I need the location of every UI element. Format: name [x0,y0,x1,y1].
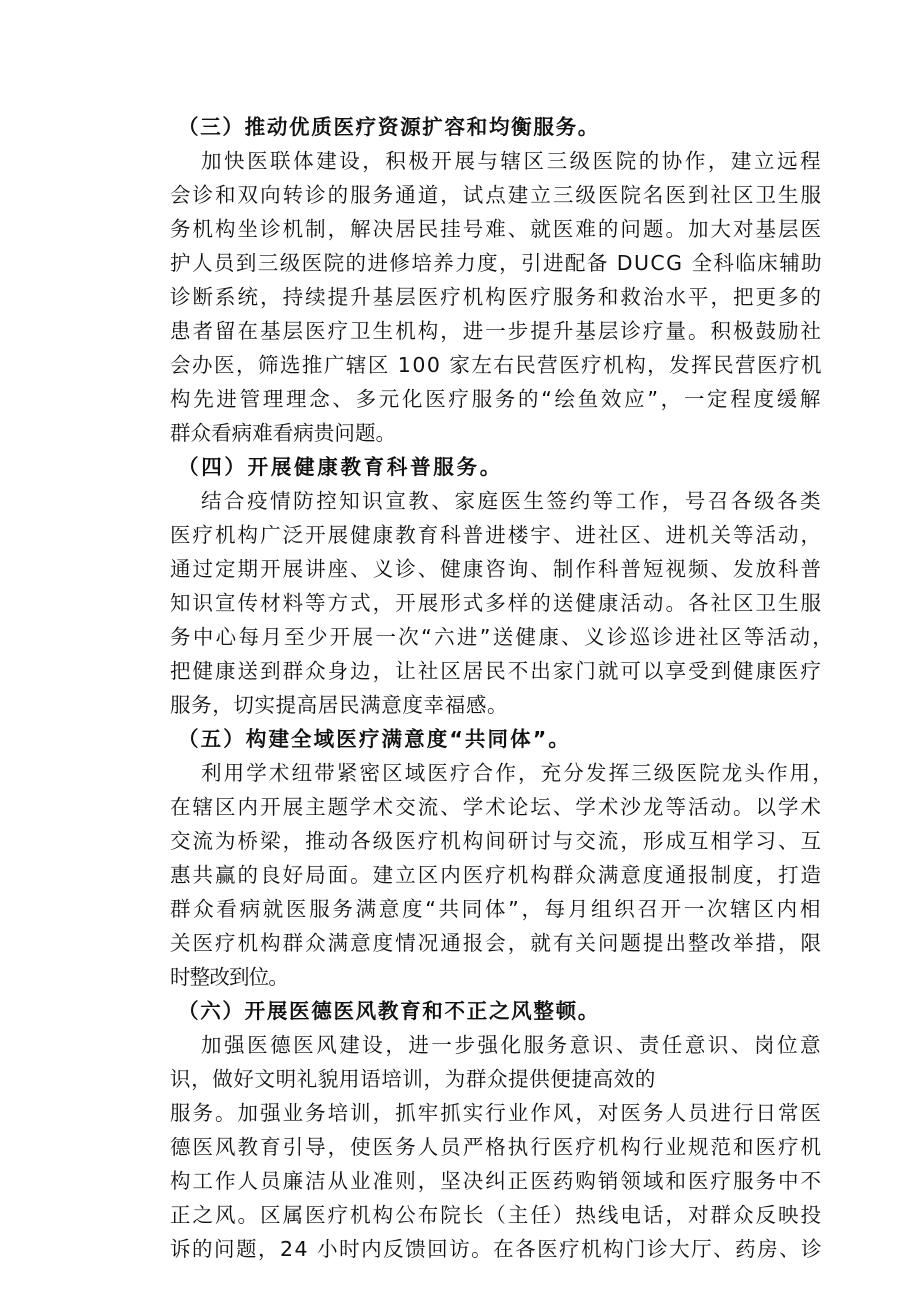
paragraph-line: 会诊和双向转诊的服务通道，试点建立三级医院名医到社区卫生服 [170,183,824,207]
paragraph-line: 加快医联体建设，积极开展与辖区三级医院的协作，建立远程 [201,149,824,173]
paragraph-line: 医疗机构广泛开展健康教育科普进楼宇、进社区、进机关等活动， [170,523,824,547]
paragraph-line: 加强医德医风建设，进一步强化服务意识、责任意识、岗位意 [201,1033,824,1057]
paragraph-line: 把健康送到群众身边，让社区居民不出家门就可以享受到健康医疗 [170,659,824,683]
paragraph-line: 交流为桥梁，推动各级医疗机构间研讨与交流，形成互相学习、互 [170,829,824,853]
paragraph-line: 诊断系统，持续提升基层医疗机构医疗服务和救治水平，把更多的 [170,285,824,309]
paragraph-line: 构工作人员廉洁从业准则，坚决纠正医药购销领域和医疗服务中不 [170,1169,824,1193]
paragraph-line: 德医风教育引导，使医务人员严格执行医疗机构行业规范和医疗机 [170,1135,824,1159]
paragraph-line: 务机构坐诊机制，解决居民挂号难、就医难的问题。加大对基层医 [170,217,824,241]
paragraph-line: 护人员到三级医院的进修培养力度，引进配备 DUCG 全科临床辅助 [170,251,824,275]
paragraph-line: 关医疗机构群众满意度情况通报会，就有关问题提出整改举措，限 [170,931,824,955]
paragraph-line: 患者留在基层医疗卫生机构，进一步提升基层诊疗量。积极鼓励社 [170,319,824,343]
paragraph-line: 在辖区内开展主题学术交流、学术论坛、学术沙龙等活动。以学术 [170,795,824,819]
paragraph-line: 识，做好文明礼貌用语培训，为群众提供便捷高效的 [170,1067,656,1091]
section-heading-5: （五）构建全域医疗满意度“共同体”。 [178,727,571,751]
section-heading-3: （三）推动优质医疗资源扩容和均衡服务。 [178,115,600,139]
paragraph-line: 结合疫情防控知识宣教、家庭医生签约等工作，号召各级各类 [201,489,824,513]
paragraph-line: 正之风。区属医疗机构公布院长（主任）热线电话，对群众反映投 [170,1203,824,1227]
section-heading-6: （六）开展医德医风教育和不正之风整顿。 [178,999,600,1023]
paragraph-line: 会办医，筛选推广辖区 100 家左右民营医疗机构，发挥民营医疗机 [170,353,824,377]
paragraph-line: 诉的问题，24 小时内反馈回访。在各医疗机构门诊大厅、药房、诊 [170,1237,824,1261]
paragraph-line: 惠共赢的良好局面。建立区内医疗机构群众满意度通报制度，打造 [170,863,824,887]
paragraph-line: 利用学术纽带紧密区域医疗合作，充分发挥三级医院龙头作用， [201,761,835,785]
paragraph-line: 构先进管理理念、多元化医疗服务的“绘鱼效应”，一定程度缓解 [170,387,824,411]
paragraph-line: 时整改到位。 [170,965,289,989]
paragraph-line: 群众看病难看病贵问题。 [170,421,397,445]
paragraph-line: 服务。加强业务培训，抓牢抓实行业作风，对医务人员进行日常医 [170,1101,824,1125]
paragraph-line: 务中心每月至少开展一次“六进”送健康、义诊巡诊进社区等活动， [170,625,836,649]
section-heading-4: （四）开展健康教育科普服务。 [178,455,503,479]
paragraph-line: 知识宣传材料等方式，开展形式多样的送健康活动。各社区卫生服 [170,591,824,615]
paragraph-line: 服务，切实提高居民满意度幸福感。 [170,693,509,717]
paragraph-line: 群众看病就医服务满意度“共同体”，每月组织召开一次辖区内相 [170,897,824,921]
paragraph-line: 通过定期开展讲座、义诊、健康咨询、制作科普短视频、发放科普 [170,557,824,581]
